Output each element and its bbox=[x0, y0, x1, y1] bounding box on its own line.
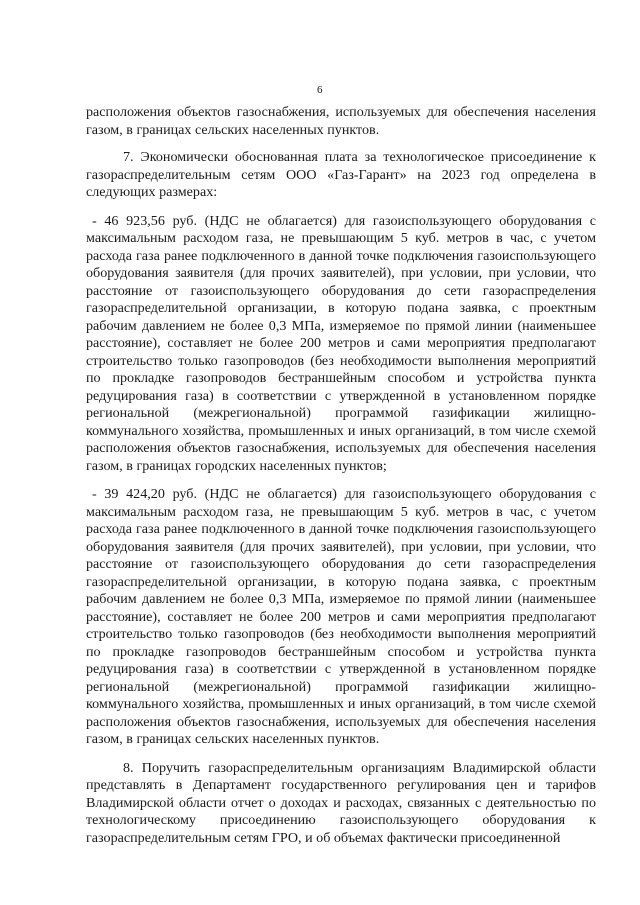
document-body bbox=[86, 104, 596, 847]
page-number: 6 bbox=[317, 84, 323, 96]
paragraph-bullet-urban-fee: - 46 923,56 руб. (НДС не облагается) для газоиспользующего оборудования с максимальным расходом газа, не превышающим 5 куб. метров в час, с учетом расхода газа ранее подключенного в данной точке подключения газоиспользующего оборудования заявителя (для прочих заявителей), при условии, при условии, что расстояние от газоиспользующего оборудования до сети газораспределения газораспределительной организации, в которую подана заявка, с проектным рабочим давлением не более 0,3 МПа, измеряемое по прямой линии (наименьшее расстояние), составляет не более 200 метров и сами мероприятия предполагают строительство только газопроводов (без необходимости выполнения мероприятий по прокладке газопроводов бестраншейным способом и устройства пункта редуцирования газа) в соответствии с утвержденной в установленном порядке региональной (межрегиональной) программой газификации жилищно-коммунального хозяйства, промышленных и иных организаций, в том числе схемой расположения объектов газоснабжения, используемых для обеспечения населения газом, в границах городских населенных пунктов; bbox=[86, 212, 596, 474]
paragraph-item-8: 8. Поручить газораспределительным организациям Владимирской области представлять в Департамент государственного регулирования цен и тарифов Владимирской области отчет о доходах и расходах, связанных с деятельностью по технологическому присоединению газоиспользующего оборудования к газораспределительным сетям ГРО, и об объемах фактически присоединенной bbox=[86, 759, 596, 846]
paragraph-item-7: 7. Экономически обоснованная плата за технологическое присоединение к газораспределительным сетям ООО «Газ-Гарант» на 2023 год определена в следующих размерах: bbox=[86, 149, 596, 200]
paragraph-bullet-rural-fee: - 39 424,20 руб. (НДС не облагается) для газоиспользующего оборудования с максимальным расходом газа, не превышающим 5 куб. метров в час, с учетом расхода газа ранее подключенного в данной точке подключения газоиспользующего оборудования заявителя (для прочих заявителей), при условии, при условии, что расстояние от газоиспользующего оборудования до сети газораспределения газораспределительной организации, в которую подана заявка, с проектным рабочим давлением не более 0,3 МПа, измеряемое по прямой линии (наименьшее расстояние), составляет не более 200 метров и сами мероприятия предполагают строительство только газопроводов (без необходимости выполнения мероприятий по прокладке газопроводов бестраншейным способом и устройства пункта редуцирования газа) в соответствии с утвержденной в установленном порядке региональной (межрегиональной) программой газификации жилищно-коммунального хозяйства, промышленных и иных организаций, в том числе схемой расположения объектов газоснабжения, используемых для обеспечения населения газом, в границах сельских населенных пунктов. bbox=[86, 486, 596, 747]
paragraph-continuation: расположения объектов газоснабжения, используемых для обеспечения населения газом, в границах сельских населенных пунктов. bbox=[86, 104, 596, 138]
